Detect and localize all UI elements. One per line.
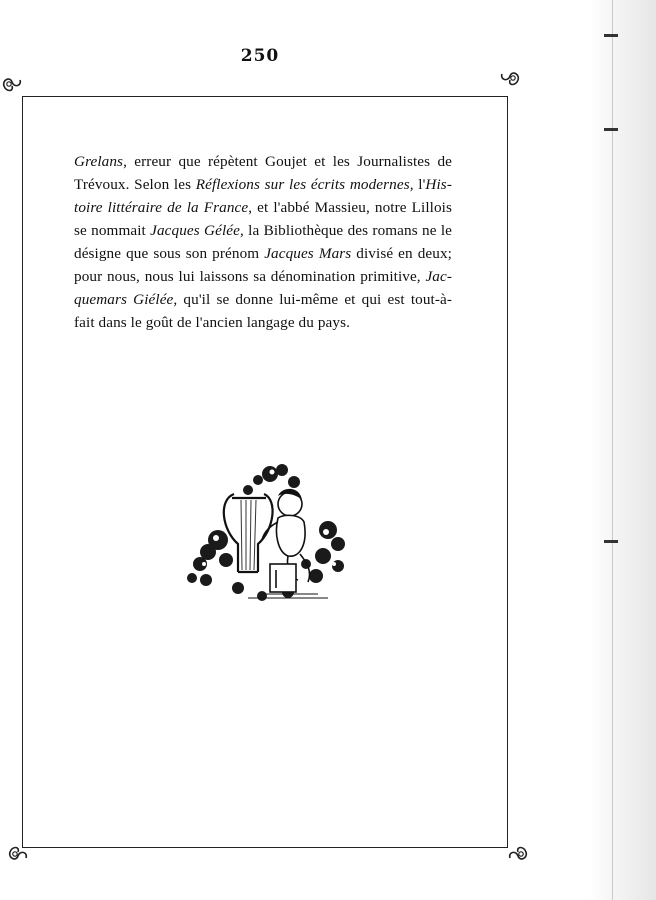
- text-line: [74, 311, 452, 334]
- corner-ornament-top-left-icon: [0, 72, 24, 96]
- text-line: [74, 196, 452, 219]
- text-run: fait dans le goût de l'ancien langage du pays.: [74, 314, 350, 331]
- corner-ornament-top-right-icon: [498, 66, 522, 90]
- text-run: Trévoux. Selon les: [74, 176, 196, 193]
- text-line: [74, 173, 452, 196]
- text-run: , la Bibliothèque des romans ne le: [239, 222, 453, 239]
- text-run: divisé en deux;: [351, 245, 452, 262]
- text-run: pour nous, nous lui laissons sa dénomination primitive,: [74, 268, 426, 285]
- text-line: [74, 288, 452, 311]
- text-italic: quemars Giélée: [74, 291, 174, 308]
- text-italic: Jacques Gélée: [150, 222, 240, 239]
- binding-mark: [604, 540, 618, 543]
- text-run: erreur que répètent Goujet et les Journalistes de: [126, 153, 452, 170]
- text-italic: Grelans,: [74, 153, 127, 170]
- page-number: 250: [240, 46, 280, 66]
- text-line: [74, 242, 452, 265]
- text-italic: Jacques Mars: [264, 245, 352, 262]
- binding-mark: [604, 34, 618, 37]
- binding-edge-line: [612, 0, 613, 900]
- binding-gutter: [590, 0, 656, 900]
- text-italic: toire littéraire de la France: [74, 199, 249, 216]
- text-line: [74, 219, 452, 242]
- text-italic: His-: [425, 176, 452, 193]
- corner-ornament-bottom-right-icon: [506, 842, 530, 866]
- text-run: désigne que sous son prénom: [74, 245, 265, 262]
- text-run: , qu'il se donne lui-même et qui est tout-à-: [173, 291, 452, 308]
- text-line: [74, 150, 452, 173]
- binding-mark: [604, 128, 618, 131]
- text-run: l': [413, 176, 426, 193]
- cherub-with-lyre-vignette-icon: [178, 460, 356, 606]
- text-italic: Jac-: [425, 268, 452, 285]
- text-run: se nommait: [74, 222, 151, 239]
- body-text: [74, 150, 452, 334]
- text-italic: Réflexions sur les écrits modernes,: [195, 176, 414, 193]
- text-run: , et l'abbé Massieu, notre Lillois: [248, 199, 452, 216]
- text-line: [74, 265, 452, 288]
- corner-ornament-bottom-left-icon: [6, 842, 30, 866]
